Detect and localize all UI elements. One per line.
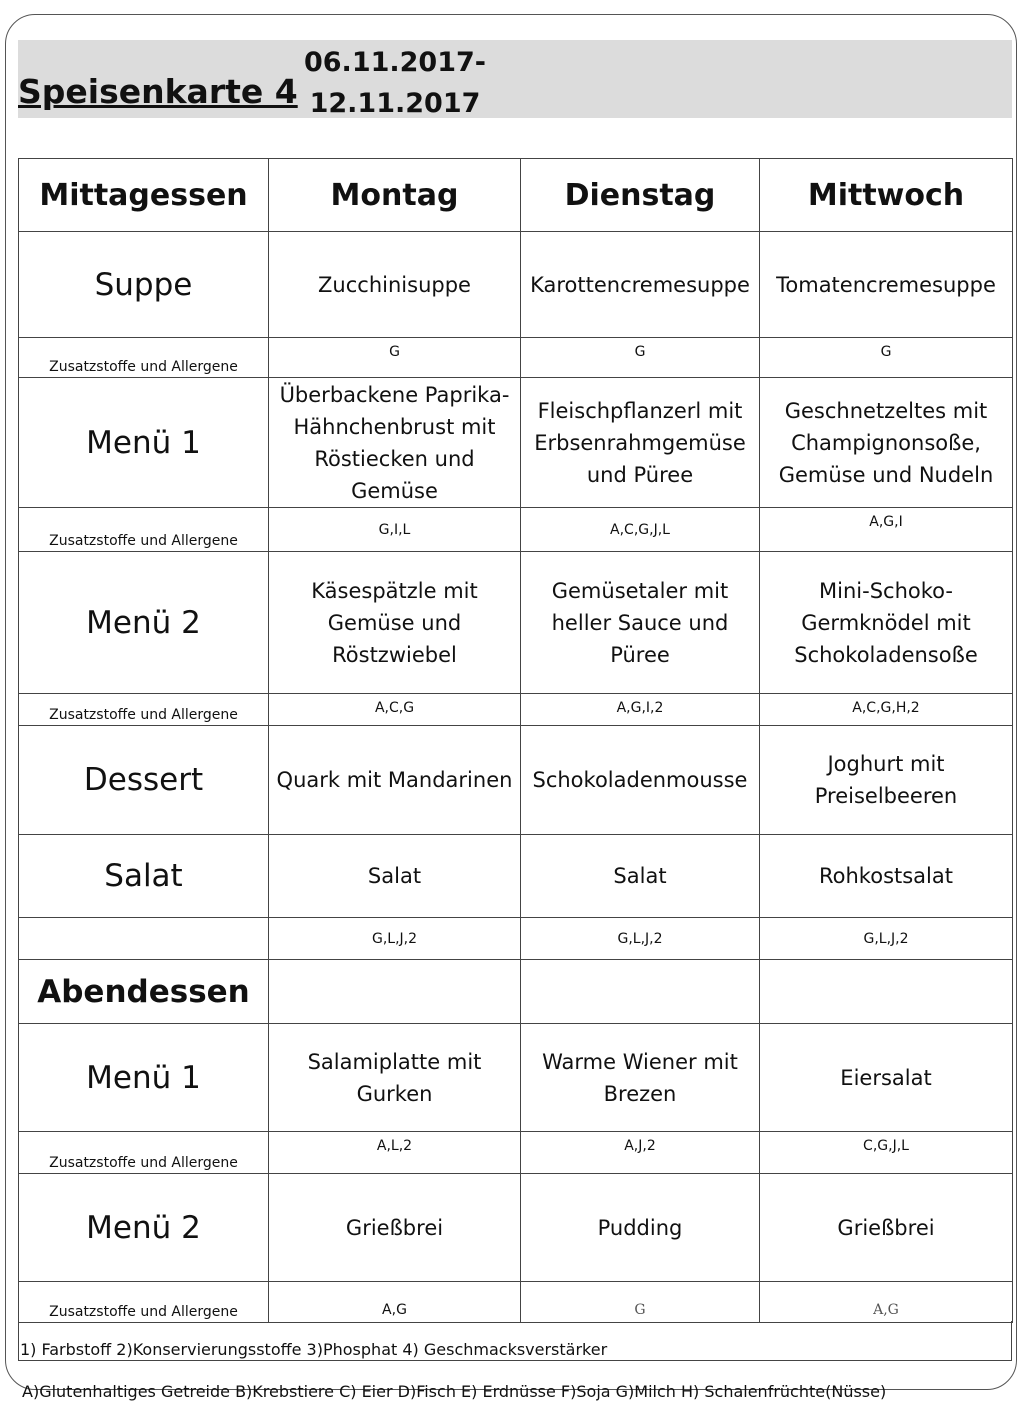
row-dessert xyxy=(19,726,1013,835)
header-row xyxy=(19,159,1013,232)
row-menu1 xyxy=(19,378,1013,508)
dish-cell: Käsespätzle mit Gemüse und Röstzwiebel xyxy=(269,552,521,694)
allergen-code: A,G xyxy=(269,1282,521,1323)
allergen-code: G xyxy=(269,338,521,378)
section-abendessen: Abendessen xyxy=(19,960,269,1024)
row-abendessen xyxy=(19,960,1013,1024)
empty-cell xyxy=(19,918,269,960)
dish-cell: Quark mit Mandarinen xyxy=(269,726,521,835)
category-dinner-menu2: Menü 2 xyxy=(19,1174,269,1282)
allergen-code: A,J,2 xyxy=(521,1132,760,1174)
dish-cell: Schokoladenmousse xyxy=(521,726,760,835)
dish-cell: Joghurt mit Preiselbeeren xyxy=(760,726,1013,835)
allergen-code: G xyxy=(521,1282,760,1323)
category-suppe: Suppe xyxy=(19,232,269,338)
row-menu2 xyxy=(19,552,1013,694)
allergen-code: A,G xyxy=(760,1282,1013,1323)
allergen-code: A,L,2 xyxy=(269,1132,521,1174)
allergen-row xyxy=(19,508,1013,552)
dish-cell: Warme Wiener mit Brezen xyxy=(521,1024,760,1132)
header-mittagessen: Mittagessen xyxy=(19,159,269,232)
dish-cell: Mini-Schoko-Germknödel mit Schokoladensoße xyxy=(760,552,1013,694)
allergen-code: G,L,J,2 xyxy=(760,918,1013,960)
dish-cell: Gemüsetaler mit heller Sauce und Püree xyxy=(521,552,760,694)
empty-cell xyxy=(521,960,760,1024)
dish-cell: Salamiplatte mit Gurken xyxy=(269,1024,521,1132)
dish-cell: Salat xyxy=(521,835,760,918)
dish-cell: Zucchinisuppe xyxy=(269,232,521,338)
header-montag: Montag xyxy=(269,159,521,232)
dish-cell: Salat xyxy=(269,835,521,918)
dish-cell: Rohkostsalat xyxy=(760,835,1013,918)
dish-cell: Geschnetzeltes mit Champignonsoße, Gemüse und Nudeln xyxy=(760,378,1013,508)
row-dinner-menu1 xyxy=(19,1024,1013,1132)
dish-cell: Grießbrei xyxy=(760,1174,1013,1282)
allergen-code: G,L,J,2 xyxy=(269,918,521,960)
allergen-code: C,G,J,L xyxy=(760,1132,1013,1174)
dish-cell: Grießbrei xyxy=(269,1174,521,1282)
date-range-start: 06.11.2017- xyxy=(303,47,486,78)
category-salat: Salat xyxy=(19,835,269,918)
allergen-row xyxy=(19,338,1013,378)
allergen-label: Zusatzstoffe und Allergene xyxy=(19,694,269,726)
dish-cell: Pudding xyxy=(521,1174,760,1282)
allergen-row xyxy=(19,918,1013,960)
allergen-label: Zusatzstoffe und Allergene xyxy=(19,338,269,378)
allergen-code: A,C,G,H,2 xyxy=(760,694,1013,726)
allergen-code: A,G,I xyxy=(760,508,1013,552)
header-mittwoch: Mittwoch xyxy=(760,159,1013,232)
allergen-code: G xyxy=(521,338,760,378)
allergens-legend: A)Glutenhaltiges Getreide B)Krebstiere C) Eier D)Fisch E) Erdnüsse F)Soja G)Milch H) Schalenfrüchte(Nüsse) xyxy=(22,1382,887,1401)
category-dinner-menu1: Menü 1 xyxy=(19,1024,269,1132)
dish-cell: Karottencremesuppe xyxy=(521,232,760,338)
category-dessert: Dessert xyxy=(19,726,269,835)
dish-cell: Tomatencremesuppe xyxy=(760,232,1013,338)
dish-cell: Fleischpflanzerl mit Erbsenrahmgemüse und Püree xyxy=(521,378,760,508)
date-range-end: 12.11.2017 xyxy=(309,88,481,119)
header-dienstag: Dienstag xyxy=(521,159,760,232)
allergen-label: Zusatzstoffe und Allergene xyxy=(19,1282,269,1323)
row-salat xyxy=(19,835,1013,918)
row-suppe xyxy=(19,232,1013,338)
allergen-label: Zusatzstoffe und Allergene xyxy=(19,508,269,552)
dish-cell: Überbackene Paprika-Hähnchenbrust mit Röstiecken und Gemüse xyxy=(269,378,521,508)
empty-cell xyxy=(269,960,521,1024)
allergen-code: G,L,J,2 xyxy=(521,918,760,960)
allergen-row xyxy=(19,1132,1013,1174)
date-range xyxy=(300,42,490,124)
allergen-code: G,I,L xyxy=(269,508,521,552)
page-title: Speisenkarte 4 xyxy=(18,72,298,111)
allergen-code: G xyxy=(760,338,1013,378)
allergen-label: Zusatzstoffe und Allergene xyxy=(19,1132,269,1174)
menu-table xyxy=(18,158,1013,1323)
additives-legend: 1) Farbstoff 2)Konservierungsstoffe 3)Phosphat 4) Geschmacksverstärker xyxy=(20,1340,608,1359)
allergen-code: A,C,G xyxy=(269,694,521,726)
dish-cell: Eiersalat xyxy=(760,1024,1013,1132)
category-menu1: Menü 1 xyxy=(19,378,269,508)
allergen-code: A,C,G,J,L xyxy=(521,508,760,552)
empty-cell xyxy=(760,960,1013,1024)
row-dinner-menu2 xyxy=(19,1174,1013,1282)
allergen-row xyxy=(19,694,1013,726)
allergen-code: A,G,I,2 xyxy=(521,694,760,726)
category-menu2: Menü 2 xyxy=(19,552,269,694)
allergen-row xyxy=(19,1282,1013,1323)
